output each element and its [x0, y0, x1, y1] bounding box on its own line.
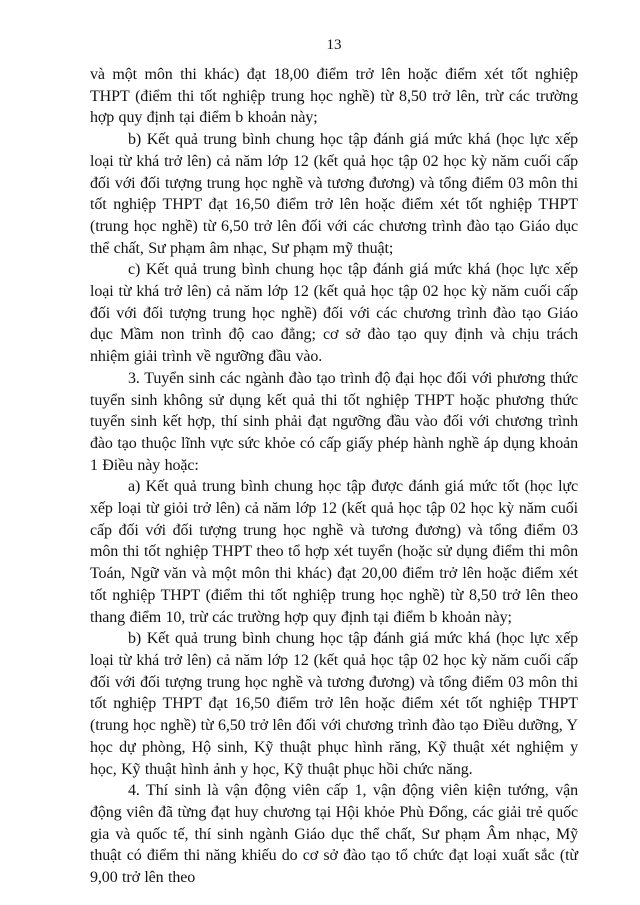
paragraph-clause-3: 3. Tuyển sinh các ngành đào tạo trình độ đại học đối với phương thức tuyển sinh không sử dụng kết quả thi tốt nghiệp THPT hoặc phương thức tuyển sinh kết hợp, thí sinh phải đạt ngưỡng đầu vào đối với chương trình đào tạo thuộc lĩnh vực sức khỏe có cấp giấy phép hành nghề áp dụng khoản 1 Điều này hoặc:	[90, 369, 578, 474]
page-number: 13	[326, 37, 342, 53]
paragraph-point-c-clause2: c) Kết quả trung bình chung học tập đánh giá mức khá (học lực xếp loại từ khá trở lên) cả năm lớp 12 (kết quả học tập 02 học kỳ năm cuối cấp đối với đối tượng trung học nghề) đối với các chương trình đào tạo Giáo dục Mầm non trình độ cao đẳng; cơ sở đào tạo quy định và chịu trách nhiệm giải trình về ngưỡng đầu vào.	[90, 261, 578, 366]
paragraph-clause-4: 4. Thí sinh là vận động viên cấp 1, vận động viên kiện tướng, vận động viên đã từng đạt huy chương tại Hội khỏe Phù Đổng, các giải trẻ quốc gia và quốc tế, thí sinh ngành Giáo dục thể chất, Sư phạm Âm nhạc, Mỹ thuật có điểm thi năng khiếu do cơ sở đào tạo tổ chức đạt loại xuất sắc (từ 9,00 trở lên theo	[90, 782, 578, 887]
paragraph-point-b-clause3: b) Kết quả trung bình chung học tập đánh giá mức khá (học lực xếp loại từ khá trở lên) cả năm lớp 12 (kết quả học tập 02 học kỳ năm cuối cấp đối với đối tượng trung học nghề và tương đương) và tổng điểm 03 môn thi tốt nghiệp THPT đạt 16,50 điểm trở lên hoặc điểm xét tốt nghiệp THPT (trung học nghề) từ 6,50 trở lên đối với chương trình đào tạo Điều dưỡng, Y học dự phòng, Hộ sinh, Kỹ thuật phục hình răng, Kỹ thuật xét nghiệm y học, Kỹ thuật hình ảnh y học, Kỹ thuật phục hồi chức năng.	[90, 630, 578, 778]
paragraph-intro-continuation: và một môn thi khác) đạt 18,00 điểm trở lên hoặc điểm xét tốt nghiệp THPT (điểm thi tốt nghiệp trung học nghề) từ 8,50 trở lên, trừ các trường hợp quy định tại điểm b khoản này;	[90, 66, 578, 127]
paragraph-point-a-clause3: a) Kết quả trung bình chung học tập được đánh giá mức tốt (học lực xếp loại từ giỏi trở lên) cả năm lớp 12 (kết quả học tập 02 học kỳ năm cuối cấp đối với đối tượng trung học nghề và tương đương) và tổng điểm 03 môn thi tốt nghiệp THPT theo tổ hợp xét tuyển (hoặc sử dụng điểm thi môn Toán, Ngữ văn và một môn thi khác) đạt 20,00 điểm trở lên hoặc điểm xét tốt nghiệp THPT (điểm thi tốt nghiệp trung học nghề) từ 8,50 trở lên theo thang điểm 10, trừ các trường hợp quy định tại điểm b khoản này;	[90, 478, 578, 626]
paragraph-point-b-clause2: b) Kết quả trung bình chung học tập đánh giá mức khá (học lực xếp loại từ khá trở lên) cả năm lớp 12 (kết quả học tập 02 học kỳ năm cuối cấp đối với đối tượng trung học nghề và tương đương) và tổng điểm 03 môn thi tốt nghiệp THPT đạt 16,50 điểm trở lên hoặc điểm xét tốt nghiệp THPT (trung học nghề) từ 6,50 trở lên đối với các chương trình đào tạo Giáo dục thể chất, Sư phạm âm nhạc, Sư phạm mỹ thuật;	[90, 131, 578, 257]
document-body	[90, 64, 578, 889]
